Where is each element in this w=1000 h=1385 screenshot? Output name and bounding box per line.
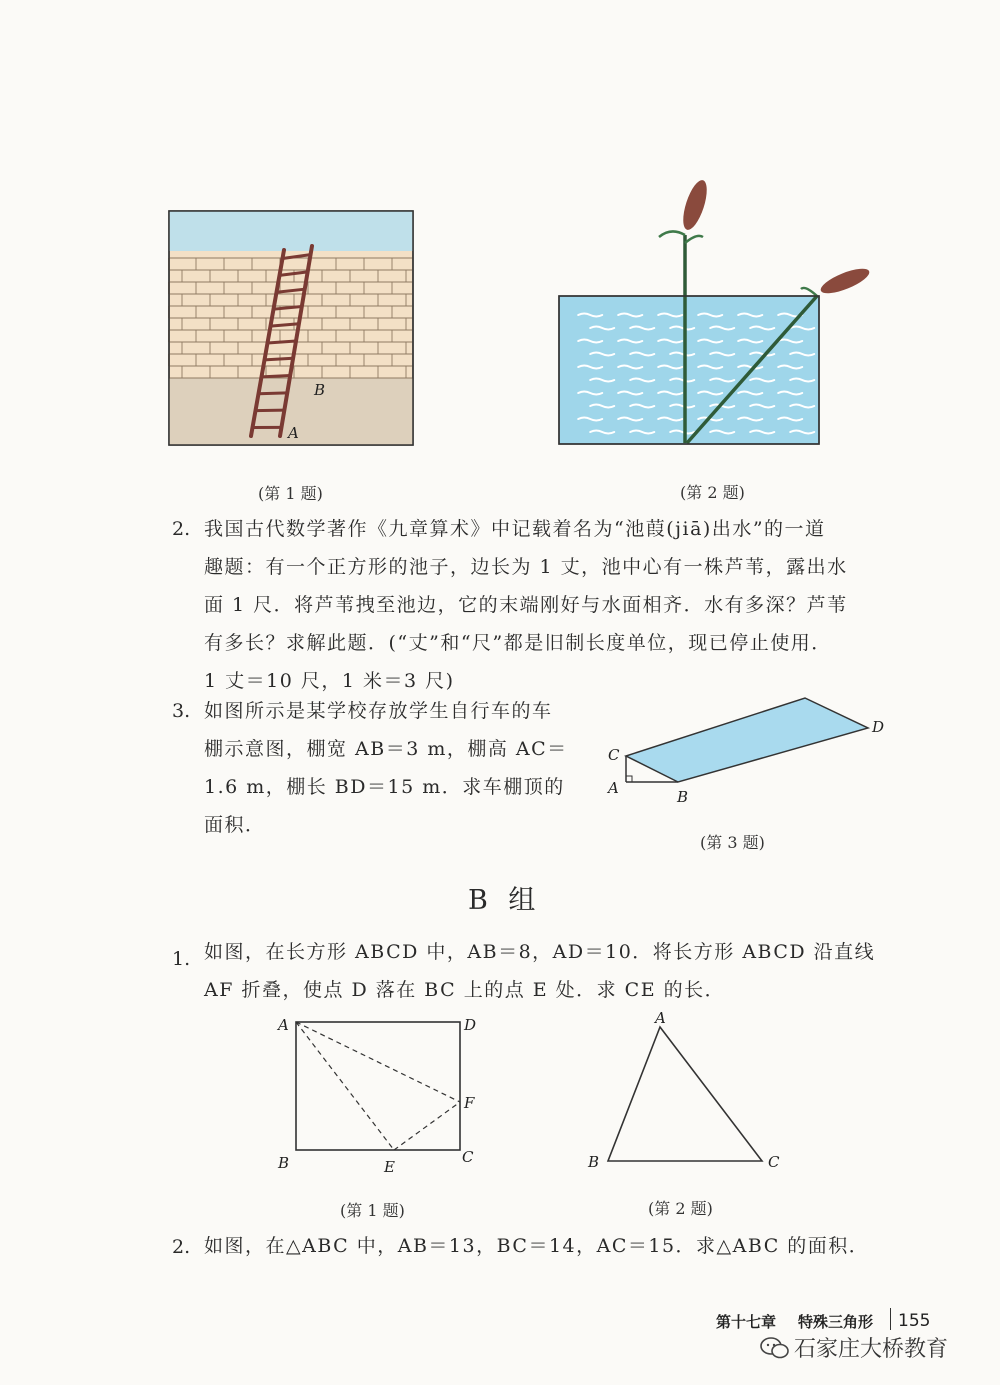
q2-line-4: 有多长？求解此题．(“丈”和“尺”都是旧制长度单位，现已停止使用． [204, 632, 832, 654]
q2-line-3: 面 1 尺．将芦苇拽至池边，它的末端刚好与水面相齐．水有多深？芦苇 [204, 594, 848, 616]
rect-label-d: D [464, 1016, 477, 1034]
q2-line-5: 1 丈＝10 尺，1 米＝3 尺) [204, 670, 455, 692]
b-figure-2-caption: (第 2 题) [648, 1199, 713, 1218]
q3-text [204, 692, 568, 844]
b-q1-line-1: 如图，在长方形 ABCD 中，AB＝8，AD＝10．将长方形 ABCD 沿直线 [204, 941, 876, 963]
q2-line-1: 我国古代数学著作《九章算术》中记载着名为“池葭(jiā)出水”的一道 [204, 518, 826, 540]
rect-label-a: A [278, 1016, 289, 1034]
ladder-figure [168, 210, 416, 450]
reed-pond-figure [555, 175, 880, 450]
rect-label-b: B [278, 1154, 290, 1172]
bike-shed-figure [600, 690, 900, 810]
ladder-label-b: B [314, 381, 326, 399]
footer-section: 特殊三角形 [798, 1313, 874, 1331]
b-q2-text [204, 1227, 869, 1265]
triangle-label-a: A [655, 1009, 666, 1027]
q2-number: 2. [172, 518, 191, 540]
rect-label-c: C [462, 1148, 474, 1166]
b-q1-number: 1. [172, 948, 191, 970]
b-figure-1-caption: (第 1 题) [340, 1201, 405, 1220]
b-q2-number: 2. [172, 1236, 191, 1258]
footer-divider [890, 1308, 891, 1330]
q3-number: 3. [172, 700, 191, 722]
shed-label-a: A [608, 779, 619, 797]
q3-line-2: 棚示意图，棚宽 AB＝3 m，棚高 AC＝ [204, 738, 568, 760]
rectangle-fold-figure [270, 1010, 485, 1185]
q3-line-1: 如图所示是某学校存放学生自行车的车 [204, 700, 553, 722]
q3-line-3: 1.6 m，棚长 BD＝15 m．求车棚顶的 [204, 776, 565, 798]
group-b-title: B 组 [468, 885, 542, 916]
figure-1-caption: (第 1 题) [258, 484, 323, 503]
b-q2-line-1: 如图，在△ABC 中，AB＝13，BC＝14，AC＝15．求△ABC 的面积． [204, 1235, 870, 1257]
wechat-icon [760, 1336, 790, 1364]
watermark: 石家庄大桥教育 [794, 1337, 949, 1362]
figure-3-caption: (第 3 题) [700, 833, 765, 852]
shed-label-b: B [677, 788, 689, 806]
rect-label-f: F [464, 1094, 475, 1112]
triangle-label-c: C [768, 1153, 780, 1171]
b-q1-text [204, 933, 875, 1009]
shed-label-c: C [608, 746, 620, 764]
shed-label-d: D [872, 718, 885, 736]
ladder-label-a: A [288, 424, 299, 442]
footer-chapter: 第十七章 [716, 1313, 777, 1331]
page-number: 155 [898, 1311, 931, 1331]
triangle-label-b: B [588, 1153, 600, 1171]
rect-label-e: E [384, 1158, 395, 1176]
q2-text [204, 510, 848, 700]
b-q1-line-2: AF 折叠，使点 D 落在 BC 上的点 E 处．求 CE 的长． [204, 979, 726, 1001]
q3-line-4: 面积． [204, 814, 266, 836]
figure-2-caption: (第 2 题) [680, 483, 745, 502]
q2-line-2: 趣题：有一个正方形的池子，边长为 1 丈，池中心有一株芦苇，露出水 [204, 556, 848, 578]
triangle-figure [580, 1005, 790, 1180]
